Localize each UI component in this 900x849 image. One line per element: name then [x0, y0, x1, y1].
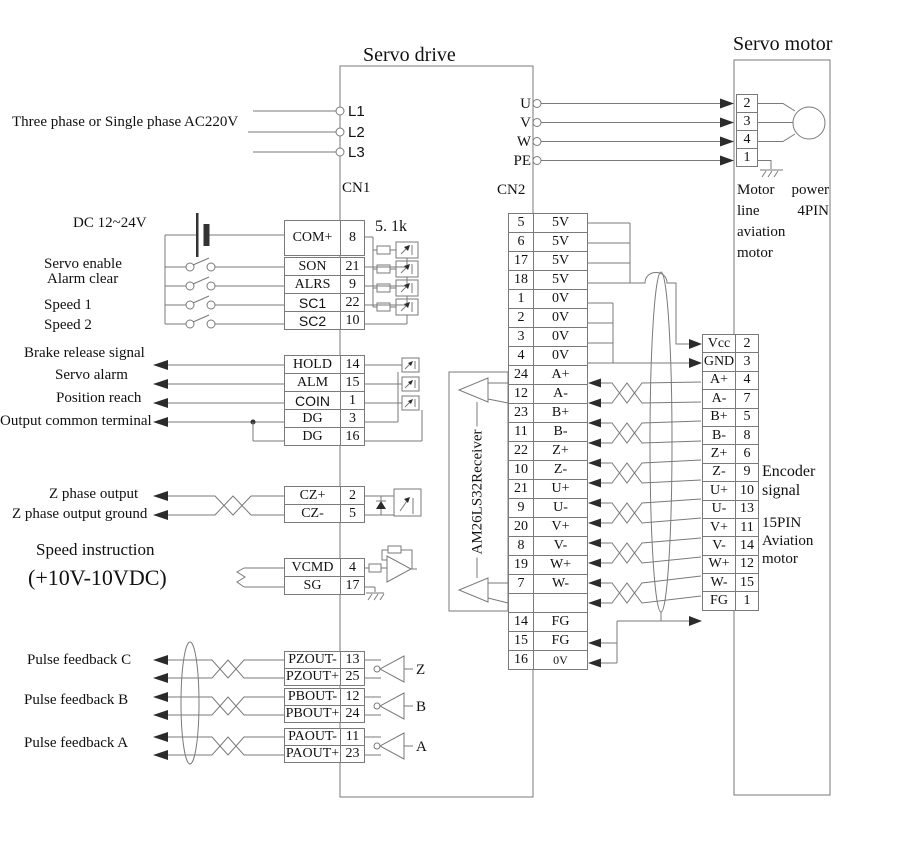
cn2-pin-number: 3 [508, 327, 534, 347]
table-row [284, 651, 365, 669]
cn1-pulse-z-table [284, 651, 365, 686]
table-row [284, 257, 365, 276]
cn2-pin-number: 16 [508, 650, 534, 670]
table-row [508, 346, 588, 366]
cn2-pin-number: 20 [508, 517, 534, 537]
encoder-signal-label [762, 462, 815, 500]
servo-alarm-label: Servo alarm [55, 367, 128, 383]
battery-icon [196, 213, 199, 257]
encoder-pin-number: 8 [735, 426, 759, 445]
cn2-signal-name: 5V [533, 213, 588, 233]
table-row [284, 220, 365, 256]
cn2-pin-number: 10 [508, 460, 534, 480]
table-row [284, 373, 365, 392]
pulse-c-label: Pulse feedback C [27, 652, 132, 668]
table-row [702, 481, 759, 500]
aviation-line2: Aviation [762, 533, 814, 549]
cn2-signal-name: U- [533, 498, 588, 518]
terminal-V: V [520, 115, 531, 131]
encoder-pin-number: 11 [735, 518, 759, 537]
cn1-signal-name: PAOUT- [284, 728, 341, 746]
cn1-pin-number: 23 [340, 745, 365, 763]
pulse-a-label: Pulse feedback A [24, 735, 129, 751]
table-row [736, 130, 758, 149]
table-row [702, 371, 759, 390]
cn1-signal-name: DG [284, 409, 341, 428]
table-row [702, 389, 759, 408]
table-row [702, 536, 759, 555]
terminal-L3: L3 [348, 144, 365, 161]
table-row [508, 384, 588, 404]
driver-z-label: Z [416, 662, 426, 678]
table-row [702, 463, 759, 482]
cn2-signal-name: B+ [533, 403, 588, 423]
table-row [284, 275, 365, 294]
cn2-pin-number: 2 [508, 308, 534, 328]
cn1-signal-name: DG [284, 427, 341, 446]
motor-power-note [737, 180, 829, 264]
cn1-signal-name: CZ- [284, 504, 341, 523]
cn2-signal-name: 0V [533, 308, 588, 328]
z-output-label: Z phase output [49, 486, 139, 502]
cn1-signal-name: COIN [284, 391, 341, 410]
table-row [284, 668, 365, 686]
encoder-signal-name: V- [702, 536, 736, 555]
drive-title: Servo drive [363, 44, 456, 66]
aviation-label [762, 514, 813, 568]
opamp-icon [387, 556, 411, 582]
motor-note-word: line [737, 203, 760, 219]
motor-power-pin-table [736, 94, 758, 167]
position-reach-label: Position reach [56, 390, 142, 406]
table-row [508, 251, 588, 271]
cn1-pin-number: 16 [340, 427, 365, 446]
table-row [702, 352, 759, 371]
table-row [508, 460, 588, 480]
terminal-W: W [516, 134, 531, 150]
terminal-L2: L2 [348, 124, 365, 141]
servo-drive-box [340, 66, 533, 797]
cn2-pin-number: 14 [508, 612, 534, 632]
cn1-pin-number: 25 [340, 668, 365, 686]
cn1-com-table [284, 220, 365, 256]
motor-pin-number: 3 [736, 112, 758, 131]
table-row [508, 289, 588, 309]
encoder-pin-number: 14 [735, 536, 759, 555]
table-row [284, 486, 365, 505]
cn2-pin-number: 15 [508, 631, 534, 651]
table-row [284, 576, 365, 595]
encoder-signal-name: Z+ [702, 444, 736, 463]
cn2-pin-number: 24 [508, 365, 534, 385]
table-row [702, 334, 759, 353]
table-row [284, 355, 365, 374]
driver-a-label: A [416, 739, 427, 755]
table-row [702, 500, 759, 519]
cn1-pin-number: 17 [340, 576, 365, 595]
table-row [508, 232, 588, 252]
ac-input-label: Three phase or Single phase AC220V [12, 114, 239, 130]
encoder-signal-name: U+ [702, 481, 736, 500]
cn1-pin-number: 1 [340, 391, 365, 410]
encoder-pin-number: 9 [735, 463, 759, 482]
cn1-signal-name: VCMD [284, 558, 341, 577]
cn1-pin-number: 10 [340, 311, 365, 330]
cn2-signal-name: 5V [533, 251, 588, 271]
table-row [702, 591, 759, 610]
table-row [702, 408, 759, 427]
table-row [736, 112, 758, 131]
cn2-signal-name: 0V [533, 650, 588, 670]
table-row [508, 536, 588, 556]
cn1-pin-number: 2 [340, 486, 365, 505]
encoder-pin-number: 2 [735, 334, 759, 353]
brake-release-label: Brake release signal [24, 345, 145, 361]
cn1-signal-name: PBOUT- [284, 688, 341, 706]
aviation-line1: 15PIN [762, 515, 802, 531]
cn1-pin-number: 4 [340, 558, 365, 577]
cn1-signal-name: PAOUT+ [285, 746, 340, 761]
encoder-signal-name: U- [702, 500, 736, 519]
encoder-signal-name: FG [702, 591, 736, 610]
cn2-pin-number: 4 [508, 346, 534, 366]
table-row [508, 574, 588, 594]
cn2-signal-name: Z+ [533, 441, 588, 461]
cn2-signal-name: B- [533, 422, 588, 442]
encoder-pin-number: 13 [735, 500, 759, 519]
table-row [508, 612, 588, 632]
cn2-signal-name: A- [533, 384, 588, 404]
motor-title: Servo motor [733, 33, 833, 55]
cn2-pin-number: 7 [508, 574, 534, 594]
cn2-pin-number: 1 [508, 289, 534, 309]
encoder-signal-name: B+ [702, 408, 736, 427]
receiver-triangle-icon [459, 378, 488, 402]
cn1-pin-number: 3 [340, 409, 365, 428]
table-row [284, 293, 365, 312]
table-row [508, 213, 588, 233]
cn2-signal-name: V+ [533, 517, 588, 537]
cn1-signal-name: SG [284, 576, 341, 595]
table-row [284, 728, 365, 746]
table-row [508, 498, 588, 518]
table-row [508, 650, 588, 670]
driver-b-label: B [416, 699, 427, 715]
encoder-signal-name: A- [702, 389, 736, 408]
cn2-signal-name: 0V [533, 346, 588, 366]
cn1-pin-number: 13 [340, 651, 365, 669]
line-driver-icon [380, 733, 404, 759]
table-row [284, 504, 365, 523]
speed-instruction-label: Speed instruction [36, 540, 155, 559]
aviation-line3: motor [762, 551, 798, 567]
cn2-pin-number: 6 [508, 232, 534, 252]
cn2-signal-name: 0V [533, 289, 588, 309]
line-driver-icon [380, 693, 404, 719]
encoder-signal-line2: signal [762, 482, 801, 500]
cn1-signal-name: ALRS [284, 275, 341, 294]
cn1-pin-number: 15 [340, 373, 365, 392]
cn2-pin-number: 22 [508, 441, 534, 461]
encoder-table [702, 334, 759, 611]
cn1-pin-number: 11 [340, 728, 365, 746]
table-row [508, 441, 588, 461]
encoder-signal-name: B- [702, 426, 736, 445]
table-row [508, 631, 588, 651]
cn1-signal-name: PZOUT+ [285, 669, 339, 684]
cn2-signal-name: W- [533, 574, 588, 594]
table-row [508, 555, 588, 575]
ground-icon [758, 161, 783, 178]
cn2-pin-number: 12 [508, 384, 534, 404]
table-row [702, 573, 759, 592]
table-row [284, 311, 365, 330]
encoder-pin-number: 4 [735, 371, 759, 390]
cn1-signal-name: PZOUT- [284, 651, 341, 669]
cn2-signal-name: W+ [533, 555, 588, 575]
encoder-signal-line1: Encoder [762, 463, 816, 480]
table-row [284, 705, 365, 723]
receiver-label: AM26LS32Receiver [470, 427, 487, 558]
cn2-table [508, 213, 588, 670]
cn2-blank-row [508, 593, 588, 613]
cn1-label: CN1 [342, 180, 371, 196]
terminal-U: U [520, 96, 531, 112]
table-row [702, 518, 759, 537]
receiver-triangle-icon [459, 578, 488, 602]
table-row [284, 558, 365, 577]
cn1-signal-name: SC2 [284, 311, 341, 330]
cn2-pin-number: 19 [508, 555, 534, 575]
dc-input-label: DC 12~24V [73, 215, 147, 231]
terminal-L1: L1 [348, 103, 365, 120]
cn2-pin-number: 8 [508, 536, 534, 556]
table-row [284, 409, 365, 428]
table-row [736, 94, 758, 113]
cn1-pulse-a-table [284, 728, 365, 763]
cn1-signal-name: HOLD [284, 355, 341, 374]
table-row [736, 148, 758, 167]
motor-pin-number: 1 [736, 148, 758, 167]
encoder-pin-number: 5 [735, 408, 759, 427]
cn2-signal-name: 0V [533, 327, 588, 347]
cn1-pin-number: 24 [340, 705, 365, 723]
cn1-signal-name: ALM [284, 373, 341, 392]
table-row [508, 479, 588, 499]
table-row [508, 327, 588, 347]
cn1-pin-number: 5 [340, 504, 365, 523]
motor-note-word: motor [737, 245, 773, 261]
table-row [284, 391, 365, 410]
cn1-signal-name: SON [284, 257, 341, 276]
cn1-output-table [284, 355, 365, 446]
speed2-label: Speed 2 [44, 317, 92, 333]
cn2-pin-number: 18 [508, 270, 534, 290]
cn2-signal-name: V- [533, 536, 588, 556]
encoder-signal-name: Vcc [702, 334, 736, 353]
motor-pin-number: 4 [736, 130, 758, 149]
line-driver-icon [380, 656, 404, 682]
cn2-label: CN2 [497, 182, 526, 198]
motor-note-word: power [791, 182, 829, 198]
encoder-signal-name: A+ [702, 371, 736, 390]
cn2-pin-number: 5 [508, 213, 534, 233]
table-row [702, 426, 759, 445]
resistor-value-label: 5. 1k [375, 218, 407, 235]
cn1-speed-table [284, 558, 365, 595]
motor-winding-icon [793, 107, 825, 139]
ground-icon [365, 587, 384, 600]
speed-range-label: (+10V-10VDC) [28, 565, 167, 590]
cn2-pin-number: 23 [508, 403, 534, 423]
cn1-pin-number: 14 [340, 355, 365, 374]
encoder-pin-number: 15 [735, 573, 759, 592]
cn2-pin-number: 17 [508, 251, 534, 271]
cn1-pin-number: 21 [340, 257, 365, 276]
encoder-pin-number: 1 [735, 591, 759, 610]
encoder-pin-number: 3 [735, 352, 759, 371]
cn1-signal-name: COM+ [284, 220, 341, 256]
terminal-PE: PE [513, 153, 531, 169]
encoder-pin-number: 12 [735, 555, 759, 574]
motor-pin-number: 2 [736, 94, 758, 113]
cn2-signal-name: Z- [533, 460, 588, 480]
motor-note-word: 4PIN [797, 203, 829, 219]
encoder-signal-name: Z- [702, 463, 736, 482]
cn1-input-table [284, 257, 365, 330]
cn1-pin-number: 12 [340, 688, 365, 706]
encoder-signal-name: W- [702, 573, 736, 592]
servo-enable-label: Servo enable [44, 256, 122, 272]
cn1-zphase-table [284, 486, 365, 523]
table-row [508, 365, 588, 385]
cn2-pin-number: 9 [508, 498, 534, 518]
cn2-signal-name: FG [533, 631, 588, 651]
cn2-pin-number: 11 [508, 422, 534, 442]
cn1-signal-name: CZ+ [284, 486, 341, 505]
encoder-signal-name: W+ [702, 555, 736, 574]
cn2-signal-name: U+ [533, 479, 588, 499]
cn1-pin-number: 9 [340, 275, 365, 294]
cn2-signal-name: FG [533, 612, 588, 632]
encoder-signal-name: GND [702, 352, 736, 371]
cn1-signal-name: SC1 [284, 293, 341, 312]
table-row [702, 555, 759, 574]
encoder-signal-name: V+ [702, 518, 736, 537]
table-row [284, 427, 365, 446]
encoder-pin-number: 10 [735, 481, 759, 500]
diode-icon [376, 501, 386, 509]
cn1-pin-number: 8 [340, 220, 365, 256]
table-row [508, 403, 588, 423]
speed1-label: Speed 1 [44, 297, 92, 313]
table-row [284, 688, 365, 706]
cn2-signal-name: A+ [533, 365, 588, 385]
encoder-pin-number: 6 [735, 444, 759, 463]
alarm-clear-label: Alarm clear [47, 271, 119, 287]
table-row [508, 517, 588, 537]
pulse-b-label: Pulse feedback B [24, 692, 129, 708]
cn1-pulse-b-table [284, 688, 365, 723]
output-common-label: Output common terminal [0, 413, 152, 429]
motor-note-word: Motor [737, 182, 775, 198]
table-row [284, 745, 365, 763]
table-row [508, 308, 588, 328]
encoder-pin-number: 7 [735, 389, 759, 408]
z-output-ground-label: Z phase output ground [12, 506, 148, 522]
cn2-signal-name: 5V [533, 232, 588, 252]
cn2-pin-number: 21 [508, 479, 534, 499]
table-row [702, 444, 759, 463]
cn2-signal-name: 5V [533, 270, 588, 290]
cn1-pin-number: 22 [340, 293, 365, 312]
cn1-signal-name: PBOUT+ [285, 706, 340, 721]
table-row [508, 422, 588, 442]
motor-note-word: aviation [737, 224, 786, 240]
table-row [508, 270, 588, 290]
